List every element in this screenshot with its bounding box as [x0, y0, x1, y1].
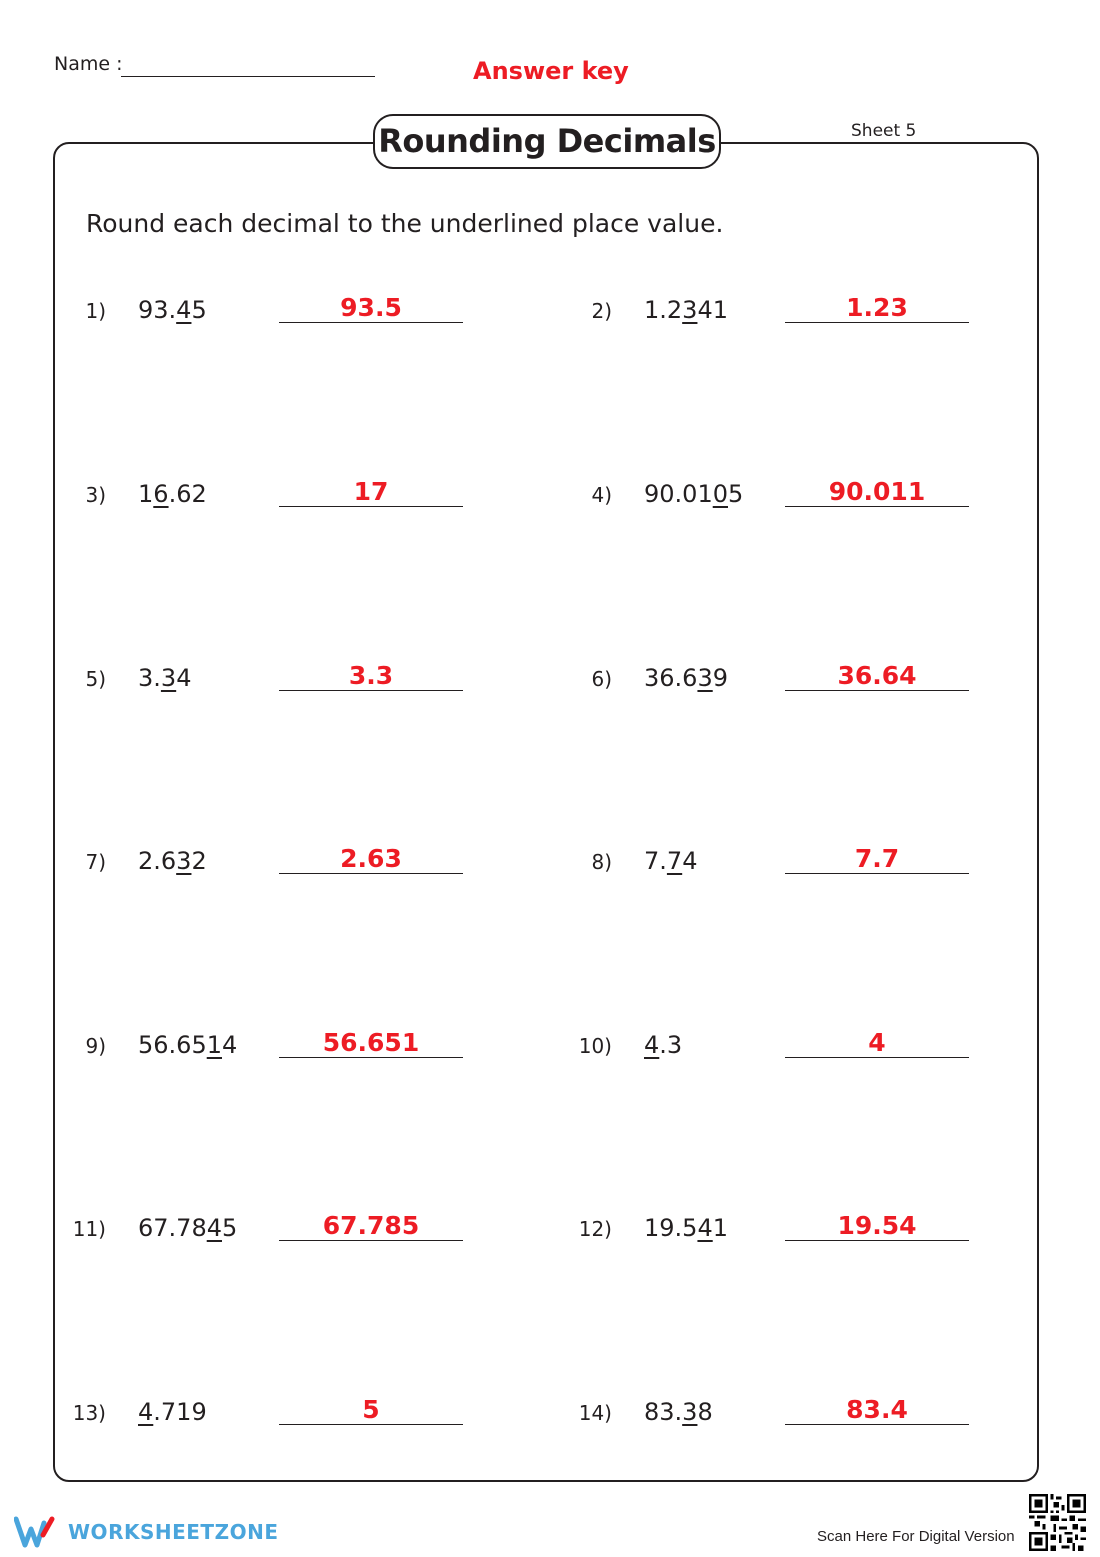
scan-text: Scan Here For Digital Version — [817, 1528, 1015, 1545]
problem-expression: 1.2341 — [644, 296, 728, 324]
answer-field[interactable]: 56.651 — [279, 1028, 463, 1058]
answer-field[interactable]: 4 — [785, 1028, 969, 1058]
answer-field[interactable]: 2.63 — [279, 844, 463, 874]
problem-number: 8) — [591, 850, 612, 874]
problem-6 — [578, 657, 1058, 697]
problem-number: 4) — [591, 483, 612, 507]
problem-expression: 4.719 — [138, 1398, 207, 1426]
problem-12 — [578, 1207, 1058, 1247]
worksheetzone-logo[interactable] — [14, 1515, 278, 1549]
answer-field[interactable]: 67.785 — [279, 1211, 463, 1241]
problem-number: 7) — [85, 850, 106, 874]
problem-5 — [72, 657, 552, 697]
problem-number: 12) — [578, 1217, 612, 1241]
problem-expression: 67.7845 — [138, 1214, 238, 1242]
name-field[interactable] — [121, 76, 375, 77]
problem-expression: 93.45 — [138, 296, 207, 324]
problem-number: 10) — [578, 1034, 612, 1058]
problem-expression: 36.639 — [644, 664, 728, 692]
worksheet-frame — [53, 142, 1039, 1482]
problem-expression: 7.74 — [644, 847, 698, 875]
problem-number: 5) — [85, 667, 106, 691]
answer-field[interactable]: 36.64 — [785, 661, 969, 691]
problem-expression: 19.541 — [644, 1214, 728, 1242]
problem-14 — [578, 1391, 1058, 1431]
problem-number: 13) — [72, 1401, 106, 1425]
problem-number: 14) — [578, 1401, 612, 1425]
problem-number: 9) — [85, 1034, 106, 1058]
problem-7 — [72, 840, 552, 880]
name-label: Name : — [54, 53, 123, 75]
problem-number: 6) — [591, 667, 612, 691]
problem-expression: 16.62 — [138, 480, 207, 508]
problem-4 — [578, 473, 1058, 513]
problem-11 — [72, 1207, 552, 1247]
answer-key-label: Answer key — [473, 57, 629, 85]
answer-field[interactable]: 83.4 — [785, 1395, 969, 1425]
answer-field[interactable]: 93.5 — [279, 293, 463, 323]
page-title: Rounding Decimals — [373, 114, 721, 169]
problem-expression: 83.38 — [644, 1398, 713, 1426]
logo-text: WORKSHEETZONE — [68, 1520, 279, 1544]
problem-2 — [578, 289, 1058, 329]
problem-1 — [72, 289, 552, 329]
problem-expression: 2.632 — [138, 847, 207, 875]
answer-field[interactable]: 90.011 — [785, 477, 969, 507]
problem-10 — [578, 1024, 1058, 1064]
problem-number: 11) — [72, 1217, 106, 1241]
answer-field[interactable]: 1.23 — [785, 293, 969, 323]
answer-field[interactable]: 7.7 — [785, 844, 969, 874]
problem-number: 1) — [85, 299, 106, 323]
answer-field[interactable]: 19.54 — [785, 1211, 969, 1241]
problem-number: 2) — [591, 299, 612, 323]
answer-field[interactable]: 17 — [279, 477, 463, 507]
problem-3 — [72, 473, 552, 513]
problem-expression: 56.6514 — [138, 1031, 238, 1059]
problem-number: 3) — [85, 483, 106, 507]
problem-expression: 3.34 — [138, 664, 192, 692]
qr-code-icon[interactable] — [1029, 1494, 1086, 1551]
answer-field[interactable]: 5 — [279, 1395, 463, 1425]
problem-8 — [578, 840, 1058, 880]
instruction-text: Round each decimal to the underlined place value. — [86, 209, 724, 238]
problem-13 — [72, 1391, 552, 1431]
sheet-number: Sheet 5 — [851, 121, 917, 141]
problem-expression: 4.3 — [644, 1031, 683, 1059]
problem-expression: 90.0105 — [644, 480, 744, 508]
answer-field[interactable]: 3.3 — [279, 661, 463, 691]
worksheetzone-logo-icon — [14, 1515, 60, 1549]
problem-9 — [72, 1024, 552, 1064]
